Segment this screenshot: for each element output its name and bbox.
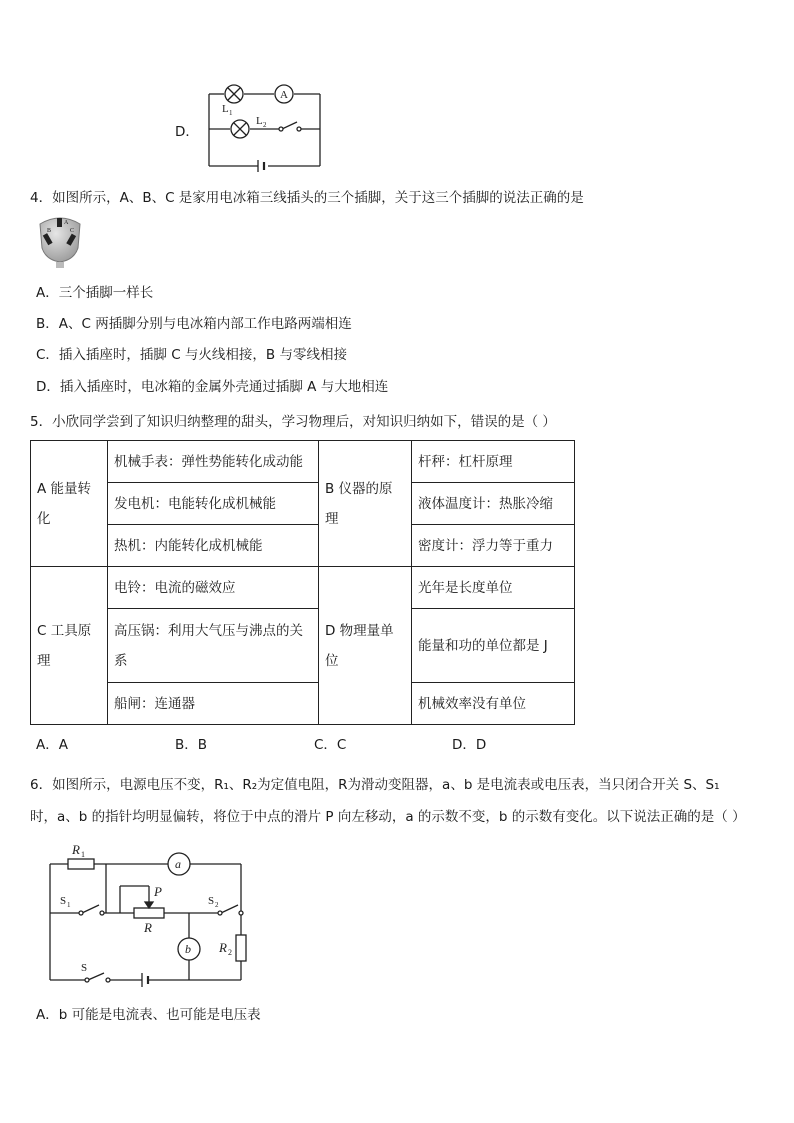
rheostat-r-label: R <box>144 920 152 935</box>
cell-c-item-1: 电铃：电流的磁效应 <box>108 567 319 609</box>
three-pin-plug-image <box>34 212 86 270</box>
lamp-l1-sub: 1 <box>229 109 233 117</box>
cell-a-item-1: 机械手表：弹性势能转化成动能 <box>108 441 319 483</box>
q5-option-c: C．C <box>314 737 347 753</box>
q6-stem-line-1: 6．如图所示，电源电压不变，R₁、R₂为定值电阻，R为滑动变阻器，a、b 是电流表或电压表，当只闭合开关 S、S₁ <box>30 777 720 793</box>
q5-option-b: B．B <box>175 737 208 753</box>
cell-d-item-1: 光年是长度单位 <box>412 567 575 609</box>
switch-s2-sub: 2 <box>215 901 219 909</box>
lamp-l2-label: L <box>256 115 263 127</box>
q4-option-d: D．插入插座时，电冰箱的金属外壳通过插脚 A 与大地相连 <box>36 379 389 395</box>
lamp-l1-label: L <box>222 103 229 115</box>
meter-a-label: a <box>175 857 181 871</box>
cell-c-item-3: 船闸：连通器 <box>108 683 319 725</box>
q5-stem: 5．小欣同学尝到了知识归纳整理的甜头，学习物理后，对知识归纳如下，错误的是（ ） <box>30 414 556 430</box>
cell-c-category: C 工具原理 <box>31 567 108 725</box>
slider-p-label: P <box>154 884 162 899</box>
switch-s1-label: S <box>60 895 67 907</box>
cell-a-category: A 能量转化 <box>31 441 108 567</box>
switch-s-label: S <box>81 962 88 974</box>
cell-a-item-3: 热机：内能转化成机械能 <box>108 525 319 567</box>
q4-option-a: A．三个插脚一样长 <box>36 285 154 301</box>
cell-b-item-3: 密度计：浮力等于重力 <box>412 525 575 567</box>
r1-label: R <box>72 842 80 857</box>
q6-option-a: A．b 可能是电流表、也可能是电压表 <box>36 1007 261 1023</box>
cell-a-item-2: 发电机：电能转化成机械能 <box>108 483 319 525</box>
r1-sub: 1 <box>81 850 85 859</box>
plug-label-a: A <box>64 220 69 226</box>
cell-d-item-2: 能量和功的单位都是 J <box>412 609 575 683</box>
cell-b-item-2: 液体温度计：热胀冷缩 <box>412 483 575 525</box>
plug-label-b: B <box>47 228 52 234</box>
lamp-l2-sub: 2 <box>263 121 267 129</box>
cell-d-item-3: 机械效率没有单位 <box>412 683 575 725</box>
meter-b-label: b <box>185 942 191 956</box>
ammeter-label: A <box>280 89 288 101</box>
cell-d-category: D 物理量单位 <box>319 567 412 725</box>
cell-c-item-2: 高压锅：利用大气压与沸点的关系 <box>108 609 319 683</box>
q5-option-d: D．D <box>452 737 487 753</box>
q6-stem-line-2: 时，a、b 的指针均明显偏转，将位于中点的滑片 P 向左移动，a 的示数不变，b 的示数有变化。以下说法正确的是（ ） <box>30 809 746 825</box>
cell-b-category: B 仪器的原理 <box>319 441 412 567</box>
plug-label-c: C <box>70 228 75 234</box>
q5-option-a: A．A <box>36 737 68 753</box>
r2-label: R <box>219 940 227 955</box>
q4-option-b: B．A、C 两插脚分别与电冰箱内部工作电路两端相连 <box>36 316 352 332</box>
cell-b-item-1: 杆秤：杠杆原理 <box>412 441 575 483</box>
q4-stem: 4．如图所示，A、B、C 是家用电冰箱三线插头的三个插脚，关于这三个插脚的说法正确的是 <box>30 190 584 206</box>
q4-option-c: C．插入插座时，插脚 C 与火线相接，B 与零线相接 <box>36 347 347 363</box>
switch-s1-sub: 1 <box>67 901 71 909</box>
circuit-diagram-d <box>200 78 330 174</box>
switch-s2-label: S <box>208 895 215 907</box>
r2-sub: 2 <box>228 948 232 957</box>
circuit-diagram-q6 <box>34 840 264 990</box>
q5-knowledge-table <box>30 440 575 725</box>
option-d-label: D． <box>175 124 199 140</box>
